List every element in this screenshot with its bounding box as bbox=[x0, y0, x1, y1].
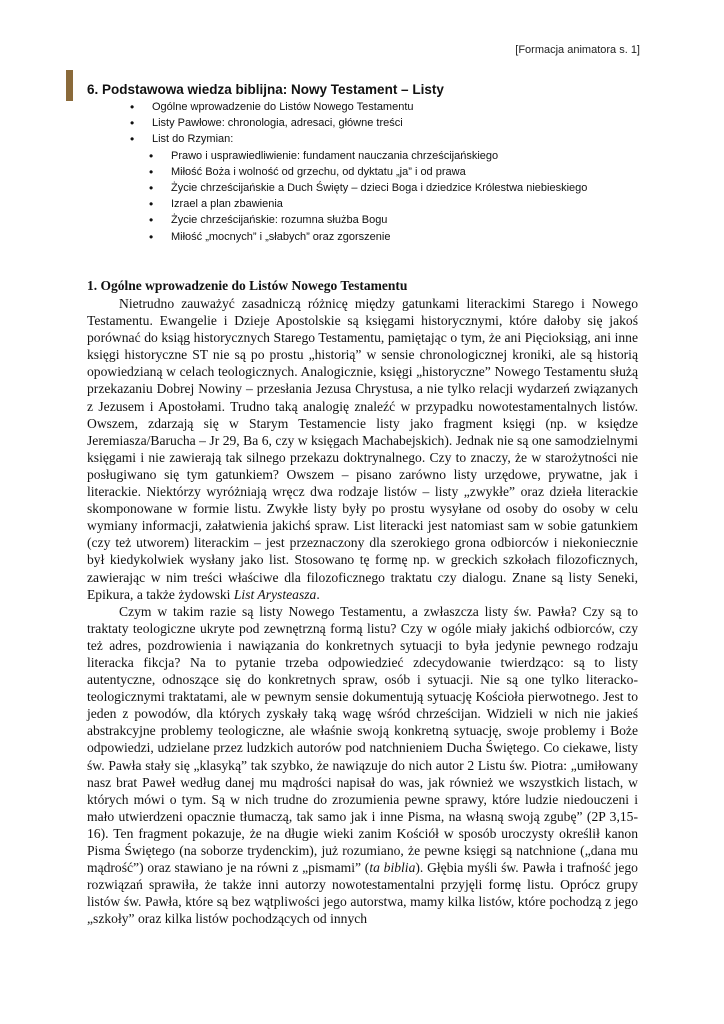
page-header-note: [Formacja animatora s. 1] bbox=[515, 44, 640, 56]
body-text bbox=[87, 295, 638, 927]
outline-item: • Listy Pawłowe: chronologia, adresaci, główne treści bbox=[130, 115, 650, 131]
italic-title: List Arysteasza bbox=[233, 586, 317, 602]
paragraph bbox=[87, 603, 638, 928]
outline-subitem: • Życie chrześcijańskie: rozumna służba Bogu bbox=[149, 212, 650, 228]
chapter-heading: 1. Ogólne wprowadzenie do Listów Nowego Testamentu bbox=[87, 278, 408, 293]
outline-subitem: • Prawo i usprawiedliwienie: fundament nauczania chrześcijańskiego bbox=[149, 148, 650, 164]
section-marker-bar bbox=[66, 70, 73, 101]
section-outline bbox=[130, 99, 650, 245]
outline-subitem: • Życie chrześcijańskie a Duch Święty – dzieci Boga i dziedzice Królestwa niebieskiego bbox=[149, 180, 650, 196]
outline-subitem: • Miłość „mocnych” i „słabych” oraz zgorszenie bbox=[149, 229, 650, 245]
outline-subitem: • Miłość Boża i wolność od grzechu, od dyktatu „ja” i od prawa bbox=[149, 164, 650, 180]
outline-item: • List do Rzymian: bbox=[130, 131, 650, 147]
outline-item: • Ogólne wprowadzenie do Listów Nowego Testamentu bbox=[130, 99, 650, 115]
italic-term: ta biblia bbox=[369, 860, 416, 876]
paragraph-text: ). Głębia myśli św. Pawła i trafność jego rozwiązań sprawiła, że także inni autorzy nowotestamentalni przyjęli formę listu. Oprócz grupy listów św. Pawła, które są bez wątpliwości jego autorstwa, mamy kilka listów, które pochodzą z jego „szkoły” oraz kilka listów pochodzących od innych bbox=[87, 860, 638, 927]
outline-subitem: • Izrael a plan zbawienia bbox=[149, 196, 650, 212]
paragraph-text: Nietrudno zauważyć zasadniczą różnicę między gatunkami literackimi Starego i Nowego Testamentu. Ewangelie i Dzieje Apostolskie są księgami historycznymi, które dałoby się jakoś porównać do ksiąg historycznych Starego Testamentu, pamiętając o tym, że ani Pięcioksiąg, ani inne księgi historyczne ST nie są po prostu „historią” w sensie chronologicznej kroniki, ale są historią opowiedzianą w celach teologicznych. Analogicznie, księgi „historyczne” Nowego Testamentu służą przekazaniu Dobrej Nowiny – przesłania Jezusa Chrystusa, a nie tylko relacji wydarzeń związanych z Jezusem i Apostołami. Trudno taką analogię znaleźć w przypadku nowotestamentalnych listów. Owszem, zdarzają się w Starym Testamencie listy jako fragment księgi (np. w księdze Jeremiasza/Barucha – Jr 29, Ba 6, czy w księgach Machabejskich). Jednak nie są one samodzielnymi księgami i nie zawierają tak silnego przekazu doktrynalnego. Czy to znaczy, że w starożytności nie posługiwano się tym gatunkiem? Owszem – pisano zarówno listy urzędowe, prywatne, jak i literackie. Niektórzy wyróżniają wręcz dwa rodzaje listów – listy „zwykłe” oraz dzieła literackie skomponowane w formie listu. Zwykłe listy były po prostu wysyłane od osoby do osoby w celu wymiany informacji, załatwienia jakichś spraw. List literacki jest natomiast sam w sobie gatunkiem (czy też utworem) literackim – jest przeznaczony dla szerokiego grona odbiorców i niekoniecznie był kiedykolwiek wysłany jako list. Stosowano tę formę np. w greckich szkołach filozoficznych, zawierając w nim treści właściwe dla filozoficznego traktatu czy dialogu. Znane są listy Seneki, Epikura, a także żydowski bbox=[87, 296, 638, 602]
paragraph-text: Czym w takim razie są listy Nowego Testamentu, a zwłaszcza listy św. Pawła? Czy są to traktaty teologiczne ukryte pod zewnętrzną formą listu? Czy w ogóle miały jakichś odbiorców, czy też adres, pozdrowienia i nawiązania do konkretnych sytuacji to była jedynie pewnego rodzaju literacka fikcja? Na to pytanie trzeba odpowiedzieć zdecydowanie twierdząco: są to listy autentyczne, odnoszące się do konkretnych spraw, osób i sytuacji. Nie są one tylko literacko-teologicznymi traktatami, ale w pewnym sensie dokumentują sytuację Kościoła pierwotnego. Jest to jeden z powodów, dla których zyskały taką wagę wśród chrześcijan. Widzieli w nich nie jakieś abstrakcyjne problemy teologiczne, ale właśnie swoją konkretną sytuację, swoje problemy i Boże odpowiedzi, udzielane przez ludzkich autorów pod natchnieniem Ducha Świętego. Co ciekawe, listy św. Pawła stały się „klasyką” tak szybko, że nawiązuje do nich autor 2 Listu św. Piotra: „umiłowany nasz brat Paweł według danej mu mądrości napisał do was, jak również we wszystkich listach, w których mówi o tym. Są w nich trudne do zrozumienia pewne sprawy, które ludzie niedouczeni i mało utwierdzeni opacznie tłumaczą, tak samo jak i inne Pisma, na własną swoją zgubę” (2P 3,15-16). Ten fragment pokazuje, że na długie wieki zanim Kościół w sposób uroczysty określił kanon Pisma Świętego (na soborze trydenckim), już rozumiano, że pewne księgi są natchnione („dana mu mądrość”) oraz stawiano je na równi z „pismami” ( bbox=[87, 603, 638, 876]
section-title: 6. Podstawowa wiedza biblijna: Nowy Testament – Listy bbox=[87, 82, 444, 97]
paragraph-end: . bbox=[316, 586, 320, 602]
paragraph bbox=[87, 295, 638, 603]
